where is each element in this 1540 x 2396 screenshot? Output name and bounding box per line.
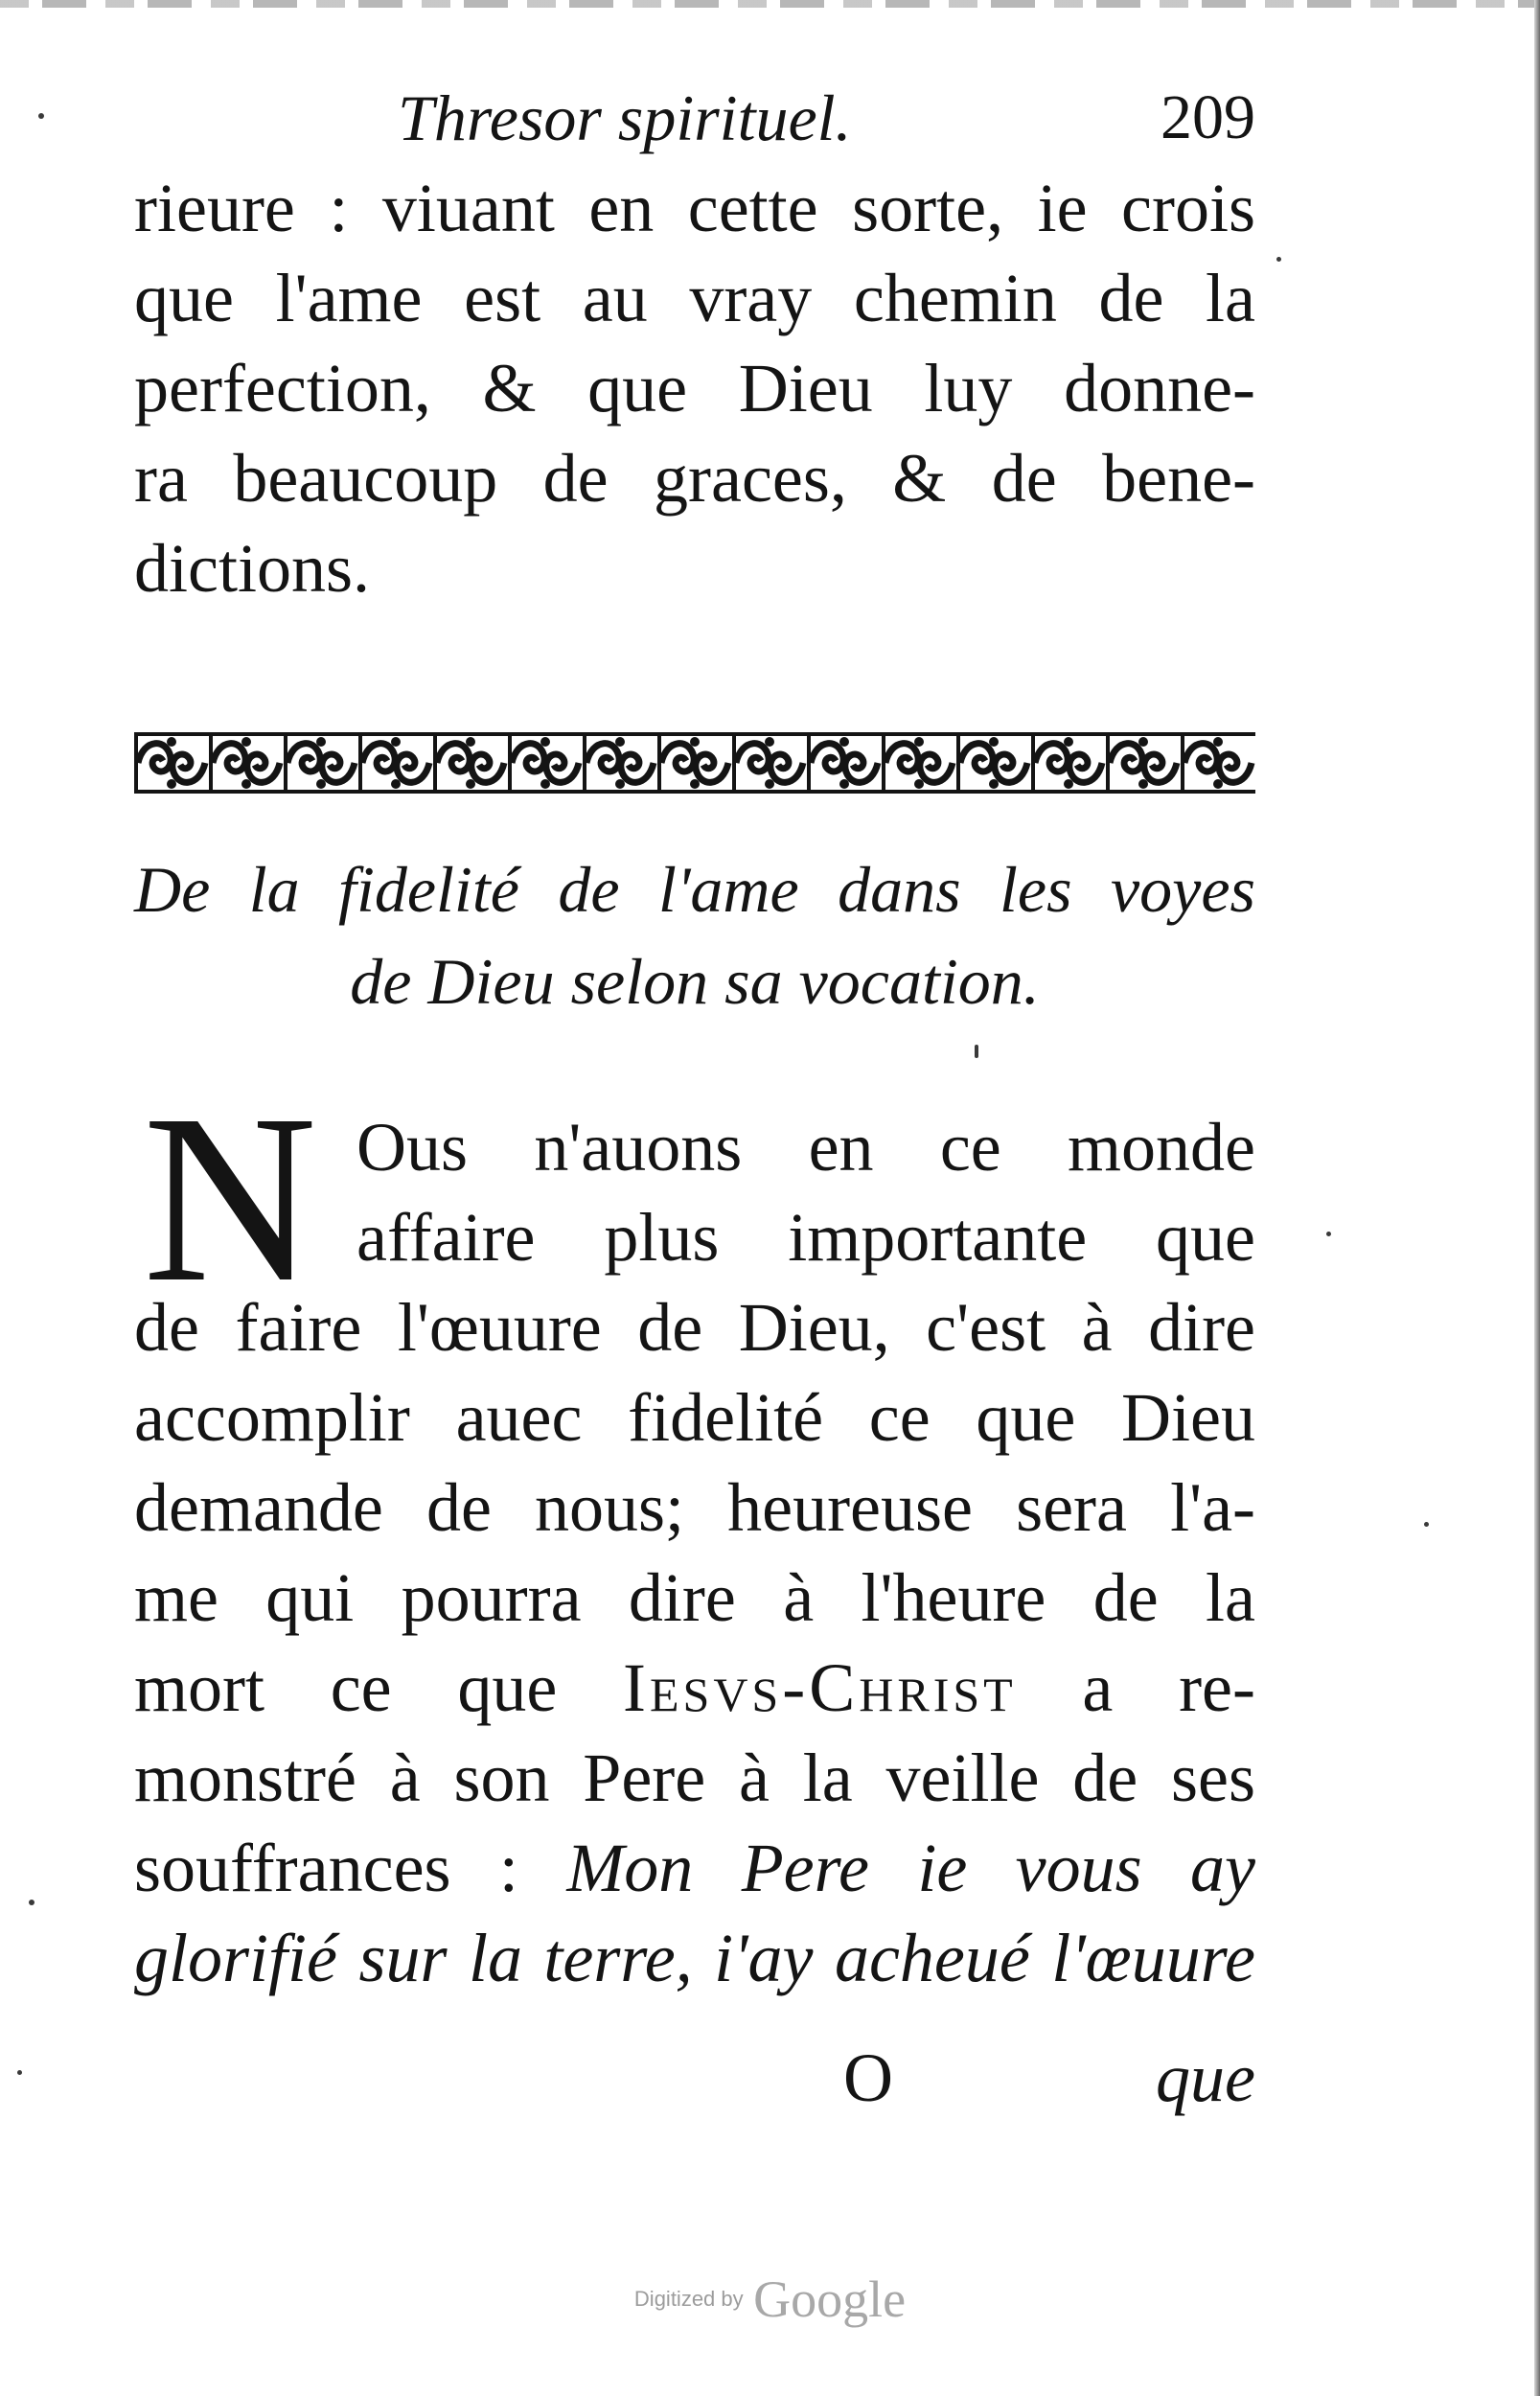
text-line: ra beaucoup de graces, & de bene- (134, 440, 1255, 517)
ink-speck (1276, 257, 1281, 262)
page-footer-line (134, 2030, 1255, 2126)
text-line: Ous n'auons en ce monde (356, 1109, 1255, 1186)
line-7-end: a re- (1016, 1649, 1255, 1726)
text-line: monstré à son Pere à la veille de ses (134, 1739, 1255, 1816)
ink-speck (1326, 1232, 1331, 1236)
signature-mark: O (843, 2039, 893, 2116)
jesus-christ-name: Iesvs-Christ (623, 1649, 1017, 1726)
watermark-prefix: Digitized by (633, 2287, 744, 2311)
digitization-watermark (0, 2269, 1540, 2337)
text-line: perfection, & que Dieu luy donne- (134, 350, 1255, 426)
page-right-edge (1534, 0, 1540, 2396)
text-line: que l'ame est au vray chemin de la (134, 260, 1255, 336)
ink-speck (29, 1900, 34, 1905)
line-9-start: souffrances : (134, 1830, 567, 1906)
text-line-with-quote (134, 1823, 1255, 1913)
text-line: rieure : viuant en cette sorte, ie crois (134, 170, 1255, 246)
ink-speck (17, 2070, 22, 2075)
page-number: 209 (1161, 82, 1255, 152)
drop-cap-lines (356, 1102, 1255, 1282)
line-7-start: mort ce que (134, 1649, 623, 1726)
body-paragraph (134, 1282, 1255, 2003)
text-line: accomplir auec fidelité ce que Dieu (134, 1379, 1255, 1456)
ink-speck (38, 113, 44, 119)
catchword: que (1156, 2039, 1255, 2116)
text-line: de faire l'œuure de Dieu, c'est à dire (134, 1289, 1255, 1366)
ink-speck (1424, 1522, 1429, 1527)
ornament-band-icon (134, 728, 1255, 797)
drop-cap: N (143, 1102, 317, 1294)
heading-line-1: De la fidelité de l'ame dans les voyes (134, 853, 1255, 926)
text-line: dictions. (134, 530, 370, 607)
text-line-with-name (134, 1643, 1255, 1733)
section-heading (134, 843, 1255, 1027)
page-top-edge (0, 0, 1540, 8)
google-logo: Google (753, 2270, 907, 2328)
text-line: affaire plus importante que (356, 1199, 1255, 1276)
top-paragraph (134, 163, 1255, 613)
quotation-line: glorifié sur la terre, i'ay acheué l'œuure (134, 1920, 1255, 1996)
page-header (134, 75, 1255, 161)
ink-speck (975, 1045, 978, 1058)
heading-line-2: de Dieu selon sa vocation. (350, 945, 1040, 1018)
text-line: demande de nous; heureuse sera l'a- (134, 1469, 1255, 1546)
text-line: me qui pourra dire à l'heure de la (134, 1559, 1255, 1636)
quotation: Mon Pere ie vous ay (566, 1830, 1255, 1906)
running-title: Thresor spirituel. (398, 81, 852, 154)
ornament-band (134, 728, 1255, 797)
